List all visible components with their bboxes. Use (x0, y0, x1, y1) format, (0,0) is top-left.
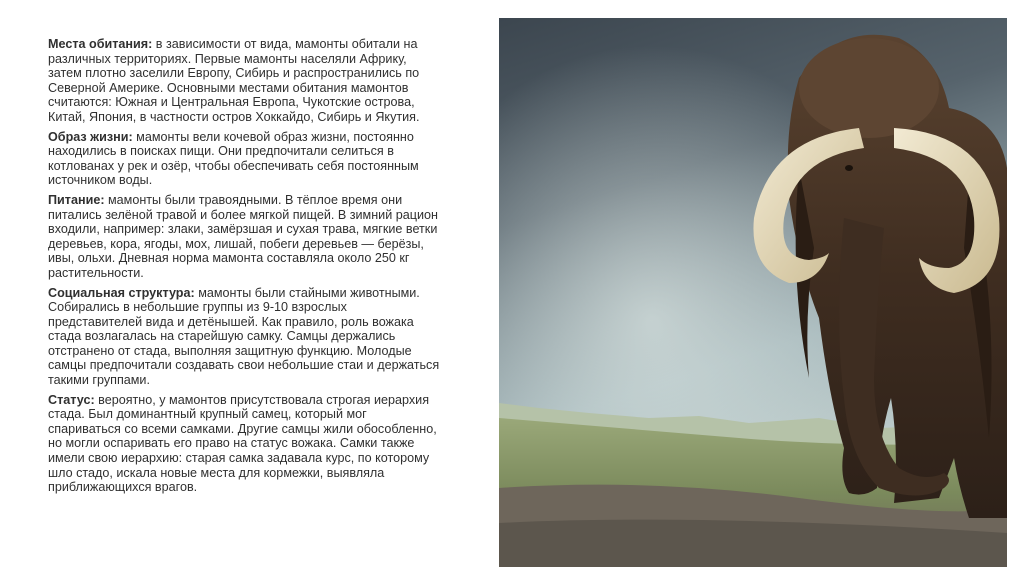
section-title: Места обитания: (48, 37, 153, 51)
section-title: Статус: (48, 392, 95, 407)
section-title: Питание: (48, 192, 105, 207)
section-text: вероятно, у мамонтов присутствовала строгая иерархия стада. Был доминантный крупный самец, который мог спариваться со всеми самками. Другие самцы жили обособленно, но могли оспаривать его право на статус вожака. Самки также имели свою иерархию: старая самка задавала курс, по которому шло стадо, искала новые места для кормежки, выявляла приближающихся врагов. (48, 392, 437, 495)
text-column (48, 37, 443, 500)
section-text: мамонты вели кочевой образ жизни, постоянно находились в поисках пищи. Они предпочитали селиться в котлованах у рек и озёр, чтобы обеспечивать себя постоянным источником воды. (48, 129, 419, 188)
section-status (48, 393, 443, 495)
section-social-structure (48, 286, 443, 388)
section-text: мамонты были стайными животными. Собирались в небольшие группы из 9-10 взрослых представителей вида и детёнышей. Как правило, роль вожака стада возлагалась на старейшую самку. Самцы держались отстранено от стада, выполняя защитную функцию. Молодые самцы предпочитали создавать свои небольшие стаи и держаться такими группами. (48, 285, 440, 388)
section-text: мамонты были травоядными. В тёплое время они питались зелёной травой и более мягкой пищей. В зимний рацион входили, например: злаки, замёрзшая и сухая трава, мягкие ветки деревьев, кора, ягоды, мох, лишай, побеги деревьев — берёзы, ивы, ольхи. Дневная норма мамонта составляла около 250 кг растительности. (48, 192, 438, 280)
section-title: Образ жизни: (48, 129, 133, 144)
section-diet (48, 193, 443, 281)
section-habitat (48, 37, 443, 125)
section-title: Социальная структура: (48, 285, 195, 300)
section-lifestyle (48, 130, 443, 188)
section-text: в зависимости от вида, мамонты обитали на различных территориях. Первые мамонты населяли Африку, затем плотно заселили Европу, Сибирь и распространились по Северной Америке. Основными местами обитания мамонтов считаются: Южная и Центральная Европа, Чукотские острова, Китай, Япония, в частности остров Хоккайдо, Сибирь и Якутия. (48, 37, 420, 124)
mammoth-photo (499, 18, 1007, 567)
